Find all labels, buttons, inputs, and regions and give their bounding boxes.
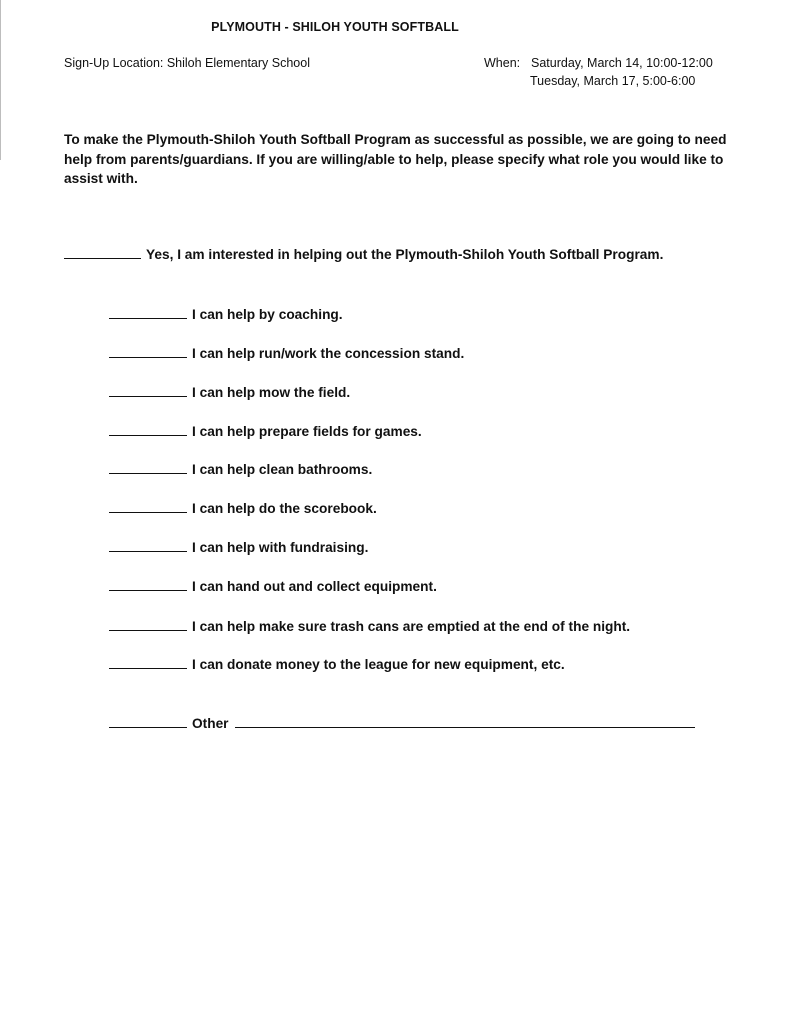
option-label: I can help clean bathrooms. <box>192 462 373 477</box>
option-label: I can help make sure trash cans are emptied at the end of the night. <box>192 619 631 634</box>
option-row <box>109 579 437 594</box>
signup-location: Sign-Up Location: Shiloh Elementary School <box>64 56 310 70</box>
other-label: Other <box>192 716 229 731</box>
when-date-2: Tuesday, March 17, 5:00-6:00 <box>530 74 696 88</box>
option-blank[interactable] <box>109 550 187 552</box>
option-row <box>109 346 464 361</box>
option-blank[interactable] <box>109 629 187 631</box>
other-fill-line[interactable] <box>235 726 695 728</box>
interest-statement: Yes, I am interested in helping out the Plymouth-Shiloh Youth Softball Program. <box>146 247 664 262</box>
option-blank[interactable] <box>109 589 187 591</box>
option-label: I can help mow the field. <box>192 385 351 400</box>
option-row <box>109 501 377 516</box>
option-blank[interactable] <box>109 434 187 436</box>
option-label: I can hand out and collect equipment. <box>192 579 437 594</box>
option-blank[interactable] <box>109 356 187 358</box>
option-row <box>109 657 565 672</box>
interest-row <box>64 247 663 262</box>
when-date-1: Saturday, March 14, 10:00-12:00 <box>531 56 713 70</box>
option-blank[interactable] <box>109 472 187 474</box>
other-row <box>109 716 695 731</box>
option-row <box>109 540 368 555</box>
option-label: I can help run/work the concession stand. <box>192 346 465 361</box>
option-blank[interactable] <box>109 317 187 319</box>
option-row <box>109 307 343 322</box>
interest-blank[interactable] <box>64 257 141 259</box>
other-blank[interactable] <box>109 726 187 728</box>
option-label: I can help prepare fields for games. <box>192 424 422 439</box>
page-title: PLYMOUTH - SHILOH YOUTH SOFTBALL <box>211 20 459 34</box>
option-label: I can help with fundraising. <box>192 540 369 555</box>
option-label: I can help by coaching. <box>192 307 343 322</box>
option-row <box>109 462 372 477</box>
option-blank[interactable] <box>109 395 187 397</box>
option-blank[interactable] <box>109 511 187 513</box>
option-row <box>109 424 422 439</box>
option-row <box>109 619 630 634</box>
option-row <box>109 385 350 400</box>
option-label: I can donate money to the league for new equipment, etc. <box>192 657 565 672</box>
intro-paragraph: To make the Plymouth-Shiloh Youth Softball Program as successful as possible, we are going to need help from parents/guardians. If you are willing/able to help, please specify what role you would like to assist with. <box>64 132 727 186</box>
when-label: When: <box>484 56 521 70</box>
option-blank[interactable] <box>109 667 187 669</box>
option-label: I can help do the scorebook. <box>192 501 377 516</box>
